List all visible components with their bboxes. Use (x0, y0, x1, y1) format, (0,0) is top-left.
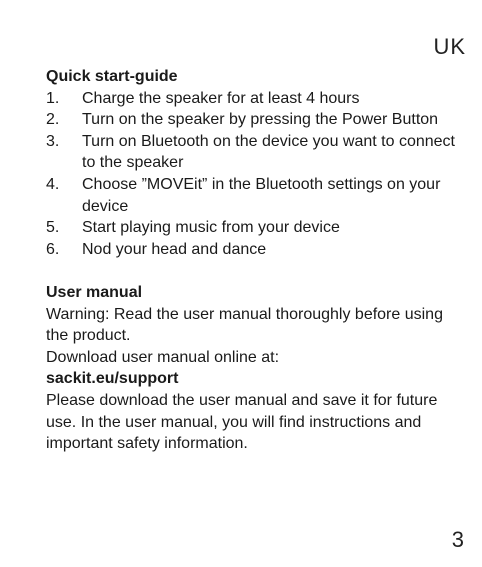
step-number: 6. (46, 240, 60, 258)
step-text: Choose ”MOVEit” in the Bluetooth settings on your device (82, 175, 441, 215)
step-item (46, 88, 466, 110)
page-number: 3 (451, 527, 464, 552)
step-number: 2. (46, 111, 60, 129)
support-link[interactable]: sackit.eu/support (46, 370, 179, 388)
section-spacer (46, 260, 466, 282)
quick-start-steps (46, 88, 466, 261)
step-number: 4. (46, 175, 60, 193)
step-number: 1. (46, 89, 60, 107)
step-item (46, 217, 466, 239)
step-text: Charge the speaker for at least 4 hours (82, 89, 360, 107)
instructions-text: Please download the user manual and save it for future use. In the user manual, you will find instructions and important safety information. (46, 391, 438, 453)
step-text: Start playing music from your device (82, 219, 340, 237)
language-code: UK (433, 34, 466, 59)
step-item (46, 174, 466, 217)
step-item (46, 131, 466, 174)
document-body (46, 66, 466, 455)
step-item (46, 239, 466, 261)
download-label: Download user manual online at: (46, 348, 280, 366)
quick-start-title: Quick start-guide (46, 68, 178, 85)
step-number: 5. (46, 219, 60, 237)
step-text: Nod your head and dance (82, 240, 267, 258)
step-text: Turn on the speaker by pressing the Power Button (82, 111, 439, 129)
user-manual-title: User manual (46, 283, 143, 301)
step-text: Turn on Bluetooth on the device you want to connect to the speaker (82, 132, 455, 172)
step-item (46, 109, 466, 131)
warning-text: Warning: Read the user manual thoroughly before using the product. (46, 305, 443, 345)
step-number: 3. (46, 132, 60, 150)
